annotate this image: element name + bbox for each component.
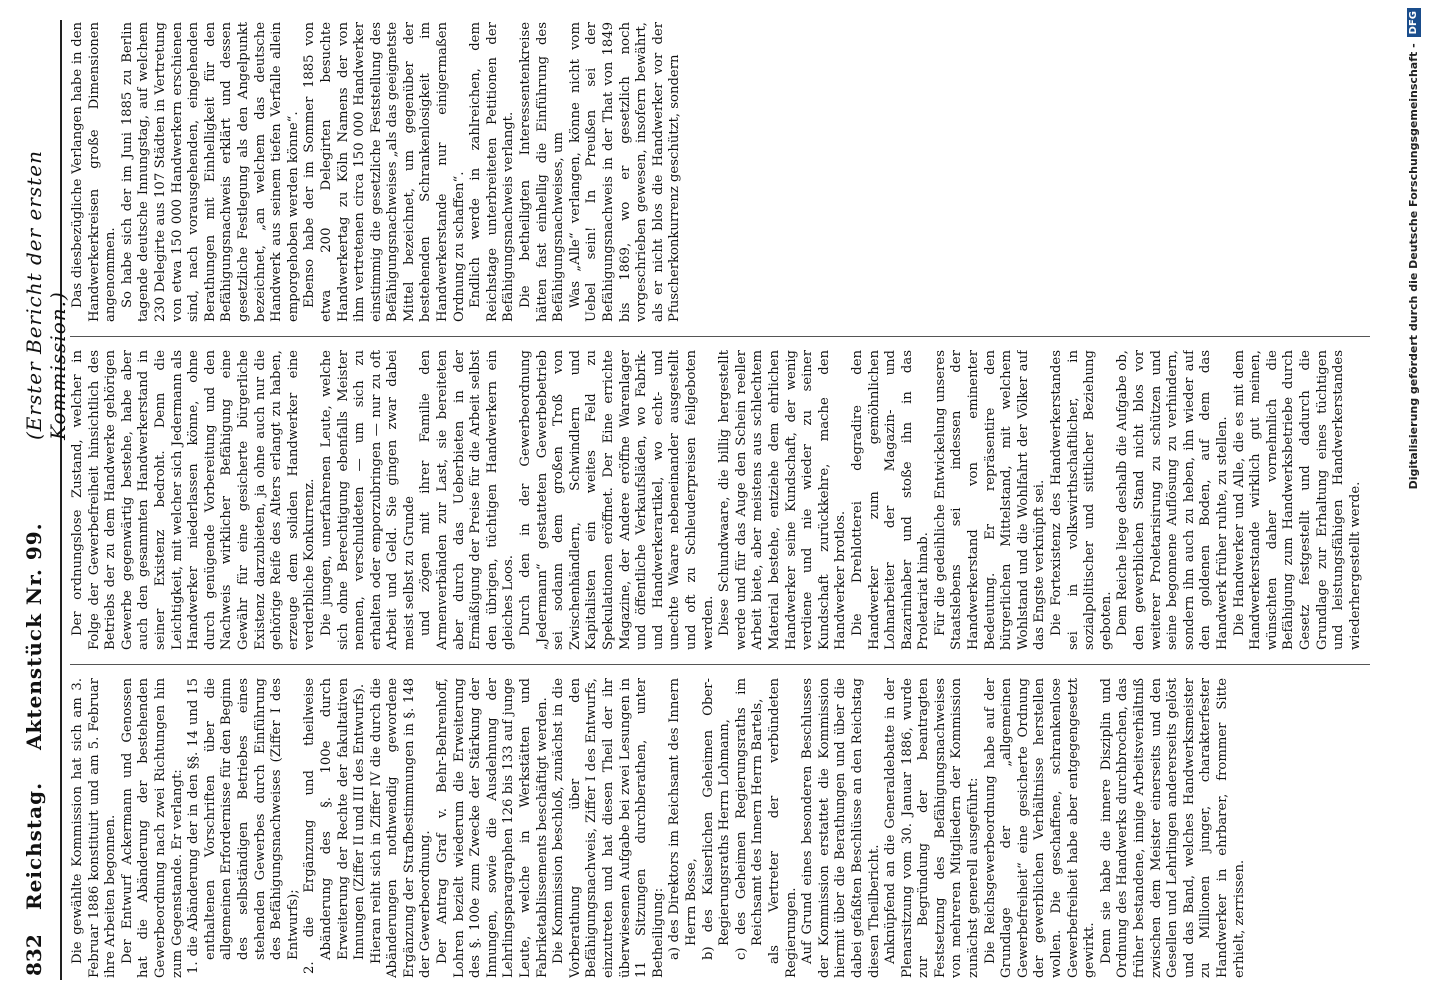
paragraph: als Vertreter der verbündeten Regierungen. (766, 678, 799, 978)
paragraph: Diese Schundwaare, die billig hergestellt werde und für das Auge den Schein reeller Arbeit biete, aber meistens aus schlechtem Material bestehe, entziehe dem ehrlichen Handwerker seine Kundschaft, der wenig verdiene und nie wieder zu seiner Kundschaft zurückkehre, mache den Handwerker brotlos. (717, 350, 849, 650)
paragraph: Dem Reiche liege deshalb die Aufgabe ob, den gewerblichen Stand nicht blos vor weiterer Proletarisirung zu schützen und seine begonnene Auflösung zu verhindern, sondern ihn auch zu heben, ihn wieder auf den goldenen Boden, auf dem das Handwerk früher ruhte, zu stellen. (1115, 350, 1230, 650)
header-left-title: Reichstag. (22, 781, 46, 910)
column-divider (70, 336, 1370, 337)
header-document-number: Aktenstück Nr. 99. (22, 522, 46, 750)
paragraph: Der ordnungslose Zustand, welcher in Folge der Gewerbefreiheit hinsichtlich des Betriebs der zu dem Handwerke gehörigen Gewerbe gegenwärtig bestehe, habe aber auch den gesammten Handwerkerstand in seiner Existenz bedroht. Denn die Leichtigkeit, mit welcher sich Jedermann als Handwerker niederlassen könne, ohne durch genügende Vorbereitung und den Nachweis wirklicher Befähigung eine Gewähr für eine gesicherte bürgerliche Existenz darzubieten, ja ohne auch nur die gehörige Reife des Alters erlangt zu haben, erzeuge dem soliden Handwerker eine verderbliche Konkurrenz. (70, 350, 318, 650)
paragraph: Die Drehlotterei degradire den Handwerker zum gemöhnlichen Lohnarbeiter der Magazin- und Bazarinhaber und stoße ihn in das Proletariat hinab. (849, 350, 932, 650)
page-header (14, 20, 70, 980)
paragraph: Was „Alle“ verlangen, könne nicht vom Uebel sein! In Preußen sei der Befähigungsnachweis in der That von 1849 bis 1869, wo er gesetzlich noch vorgeschrieben gewesen, insofern bewährt, als er nicht blos die Handwerker vor der Pfuscherkonkurrenz geschützt, sondern (567, 22, 683, 322)
paragraph: Die Kommission beschloß, zunächst in die Vorberathung über den Befähigungsnachweis, Ziffer I des Entwurfs, einzutreten und hat diesen Theil der ihr überwiesenen Aufgabe bei zwei Lesungen in 11 Sitzungen durchberathen, unter Betheiligung: (551, 678, 666, 978)
paragraph: Die Fortexistenz des Handwerkerstandes sei in volkswirthschaftlicher, in sozialpolitischer und sittlicher Beziehung geboten. (1049, 350, 1114, 650)
header-report-title: (Erster Bericht der ersten Kommission.) (22, 150, 70, 440)
paragraph: Endlich werde in zahlreichen, dem Reichstage unterbreiteten Petitionen der Befähigungsnachweis verlangt. (468, 22, 517, 322)
paragraph: Auf Grund eines besonderen Beschlusses der Kommission erstattet die Kommission hiermit über die Berathungen und über die dabei gefaßten Beschlüsse an den Reichstag diesen Theilbericht. (800, 678, 882, 978)
text-column-middle (70, 350, 1370, 650)
paragraph: Die betheiligten Interessentenkreise hätten fast einhellig die Einführung des Befähigungsnachweises, um (518, 22, 567, 322)
text-column-right (70, 22, 1370, 322)
page-number: 832 (22, 934, 46, 976)
paragraph: a) des Direktors im Reichsamt des Innern Herrn Bosse, (667, 678, 699, 960)
paragraph: b) des Kaiserlichen Geheimen Ober-Regierungsraths Herrn Lohmann, (700, 678, 733, 960)
paragraph: und zögen mit ihrer Familie den Armenverbänden zur Last, sie bereiteten aber durch das Ueberbieten in der Ermäßigung der Preise für die Arbeit selbst den übrigen, tüchtigen Handwerkern ein gleiches Loos. (418, 350, 517, 650)
paragraph: Durch den in der Gewerbeordnung „Jedermann“ gestatteten Gewerbebetrieb sei sodann dem großen Troß von Zwischenhändlern, Schwindlern und Kapitalisten ein weites Feld zu Spekulationen eröffnet. Der Eine errichte Magazine, der Andere eröffne Warenlager und öffentliche Verkaufsläden, wo Fabrik- und Handwerkerartikel, wo echt- und unechte Waare nebeneinander ausgestellt und oft zu Schleuderpreisen feilgeboten werden. (518, 350, 716, 650)
paragraph: c) des Geheimen Regierungsraths im Reichsamt des Innern Herrn Bartels, (733, 678, 766, 960)
text-column-left (70, 678, 1370, 978)
paragraph: 2. die Ergänzung und theilweise Abänderung des §. 100e durch Erweiterung der Rechte der fakultativen Innungen (Ziffer II und III des Entwurfs). (302, 678, 368, 974)
paragraph: Hieran reiht sich in Ziffer IV die durch die Abänderungen nothwendig gewordene Ergänzung der Strafbestimmungen in §. 148 der Gewerbeordnung. (368, 678, 434, 978)
paragraph: Das diesbezügliche Verlangen habe in den Handwerkerkreisen große Dimensionen angenommen. (70, 22, 119, 322)
paragraph: Die Reichsgewerbeordnung habe auf der Grundlage der „allgemeinen Gewerbefreiheit“ eine gesicherte Ordnung der gewerblichen Verhältnisse herstellen wollen. Die geschaffene, schrankenlose Gewerbefreiheit habe aber entgegengesetzt gewirkt. (982, 678, 1098, 978)
column-divider (70, 664, 1370, 665)
paragraph: Anknüpfend an die Generaldebatte in der Plenarsitzung vom 30. Januar 1886, wurde zur Begründung der beantragten Festsetzung des Befähigungsnachweises von mehreren Mitgliedern der Kommission zunächst generell ausgeführt: (883, 678, 982, 978)
paragraph: So habe sich der im Juni 1885 zu Berlin tagende deutsche Innungstag, auf welchem 230 Delegirte aus 107 Städten in Vertretung von etwa 150 000 Handwerkern erschienen sind, nach vorausgehenden, eingehenden Berathungen mit Einhelligkeit für den Befähigungsnachweis erklärt und dessen gesetzliche Festlegung als den Angelpunkt bezeichnet, „an welchem das deutsche Handwerk aus seinem tiefen Verfalle allein emporgehoben werden könne“. (119, 22, 301, 322)
paragraph: Die Handwerker und Alle, die es mit dem Handwerkerstande wirklich gut meinen, wünschten daher vornehmlich die Befähigung zum Handwerksbetriebe durch Gesetz festgestellt und dadurch die Grundlage zur Erhaltung eines tüchtigen und leistungsfähigen Handwerkerstandes wiederhergestellt werde. (1231, 350, 1363, 650)
paragraph: Für die gedeihliche Entwickelung unseres Staatslebens sei indessen der Handwerkerstand von eminenter Bedeutung. Er repräsentire den bürgerlichen Mittelstand, mit welchem Wohlstand und die Wohlfahrt der Völker auf das Engste verknüpft sei. (932, 350, 1048, 650)
paragraph: Der Entwurf Ackermann und Genossen hat die Abänderung der bestehenden Gewerbeordnung nach zwei Richtungen hin zum Gegenstande. Er verlangt: (119, 678, 185, 978)
paragraph: Die jungen, unerfahrenen Leute, welche sich ohne Berechtigung ebenfalls Meister nennen, verschuldeten — um sich zu erhalten oder emporzubringen — nur zu oft Arbeit und Geld. Sie gingen zwar dabei meist selbst zu Grunde (318, 350, 417, 650)
paragraph: Die gewählte Kommission hat sich am 3. Februar 1886 konstituirt und am 5. Februar ihre Arbeiten begonnen. (70, 678, 119, 978)
dfg-logo: DFG (1407, 8, 1421, 37)
digitization-credit-text: Digitalisierung gefördert durch die Deutsche Forschungsgemeinschaft - (1407, 43, 1420, 490)
paragraph: Denn sie habe die innere Disziplin und Ordnung des Handwerks durchbrochen, das früher bestandene, innige Arbeitsverhältniß zwischen dem Meister einerseits und den Gesellen und Lehrlingen andererseits gelöst und das Band, welches Handwerksmeister zu Millionen junger, charakterfester Handwerker in ehrbarer, frommer Sitte erhielt, zerrissen. (1098, 678, 1247, 978)
paragraph: Ebenso habe der im Sommer 1885 von etwa 200 Delegirten besuchte Handwerkertag zu Köln Namens der von ihm vertretenen circa 150 000 Handwerker einstimmig die gesetzliche Feststellung des Befähigungsnachweises „als das geeignetste Mittel bezeichnet, um gegenüber der bestehenden Schrankenlosigkeit im Handwerkerstande nur einigermaßen Ordnung zu schaffen“. (302, 22, 467, 322)
digitization-credit (1403, 8, 1425, 993)
paragraph: 1. die Abänderung der in den §§. 14 und 15 enthaltenen Vorschriften über die allgemeinen Erfordernisse für den Beginn des selbständigen Betriebes eines stehenden Gewerbes durch Einführung des Befähigungsnachweises (Ziffer I des Entwurfs); (186, 678, 301, 974)
paragraph: Der Antrag Graf v. Behr-Behrenhoff, Lohren bezielt wiederum die Erweiterung des §. 100e zum Zwecke der Stärkung der Innungen, sowie die Ausdehnung der Lehrlingsparagraphen 126 bis 133 auf junge Leute, welche in Werkstätten und Fabriketablissements beschäftigt werden. (435, 678, 550, 978)
